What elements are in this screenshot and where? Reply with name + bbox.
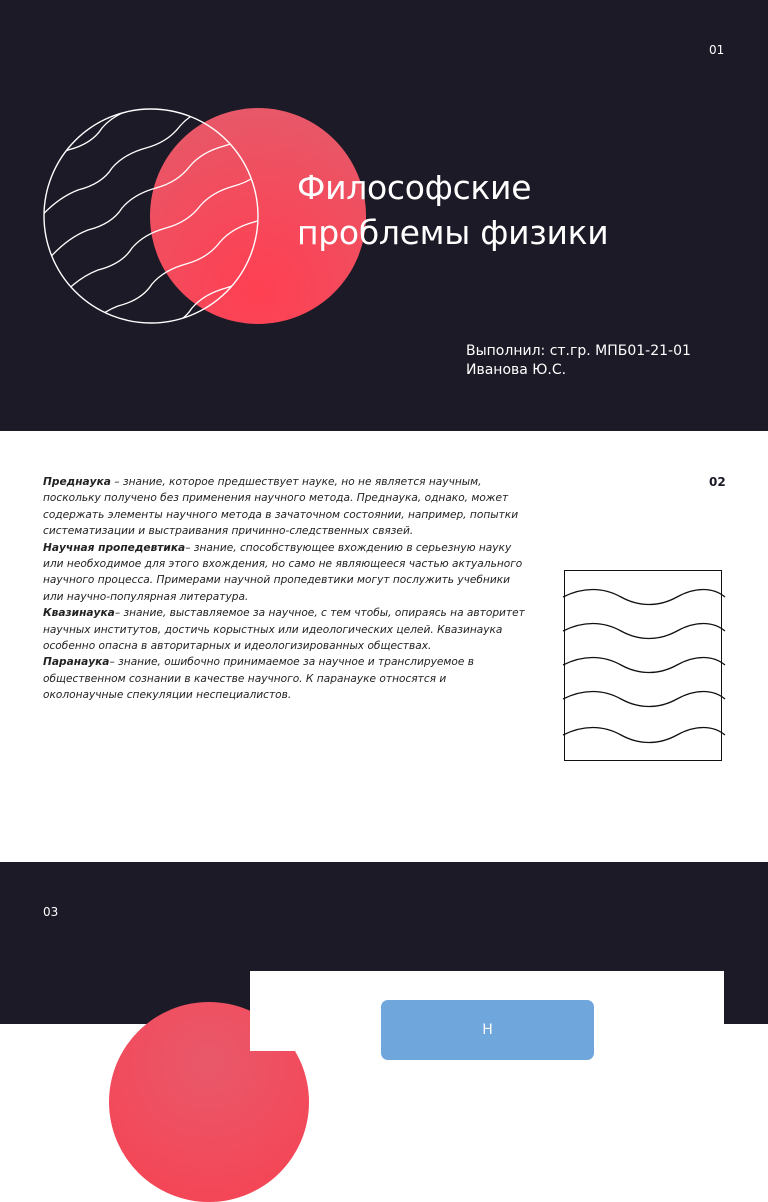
definitions-text	[43, 474, 525, 704]
slide-title	[0, 0, 768, 431]
definition-body: – знание, которое предшествует науке, но не является научным, поскольку получено без применения научного метода. Преднаука, однако, может содержать элементы научного метода в зачаточном состоянии, например, попытки систематизации и выстраивания причинно-следственных связей.	[43, 476, 519, 538]
definition-term: Паранаука	[43, 656, 110, 669]
wave-line	[563, 728, 725, 743]
author-line: Иванова Ю.С.	[466, 362, 567, 378]
title-line: проблемы физики	[297, 213, 609, 252]
waves-box-illustration	[564, 570, 722, 761]
definition-paragraph	[43, 605, 525, 654]
slide-number: 03	[43, 905, 59, 919]
author-line: Выполнил: ст.гр. МПБ01-21-01	[466, 343, 691, 359]
slide-three	[0, 862, 768, 1038]
definition-paragraph	[43, 654, 525, 703]
slide-number: 02	[709, 475, 726, 489]
definition-term: Квазинаука	[43, 607, 115, 620]
content-card	[250, 971, 724, 1051]
wave-line	[20, 86, 170, 190]
definition-paragraph	[43, 540, 525, 606]
slide-definitions	[0, 431, 768, 862]
slide-number: 01	[709, 43, 725, 57]
wave-line	[563, 624, 725, 639]
presentation-title	[297, 165, 608, 255]
wave-line	[563, 658, 725, 673]
wave-line	[563, 692, 725, 707]
definition-body: – знание, способствующее вхождению в серьезную науку или необходимое для этого вхождения, но само не являющееся частью актуального научного процесса. Примерами научной пропедевтики могут послужить учебники или научно-популярная литература.	[43, 541, 523, 603]
definition-paragraph	[43, 474, 525, 540]
title-line: Философские	[297, 168, 532, 207]
blue-button[interactable]: Н	[381, 1000, 594, 1060]
author-info	[466, 342, 691, 380]
definition-body: – знание, ошибочно принимаемое за научное и транслируемое в общественном сознании в качестве научного. К паранауке относятся и околонаучные спекуляции неспециалистов.	[43, 656, 474, 702]
definition-term: Научная пропедевтика	[43, 541, 186, 554]
definition-term: Преднаука	[43, 476, 111, 488]
wave-line	[563, 590, 725, 605]
definition-body: – знание, выставляемое за научное, с тем чтобы, опираясь на авторитет научных институтов, достичь корыстных или идеологических целей. Квазинаука особенно опасна в авторитарных и идеологизированных обществах.	[43, 607, 525, 653]
